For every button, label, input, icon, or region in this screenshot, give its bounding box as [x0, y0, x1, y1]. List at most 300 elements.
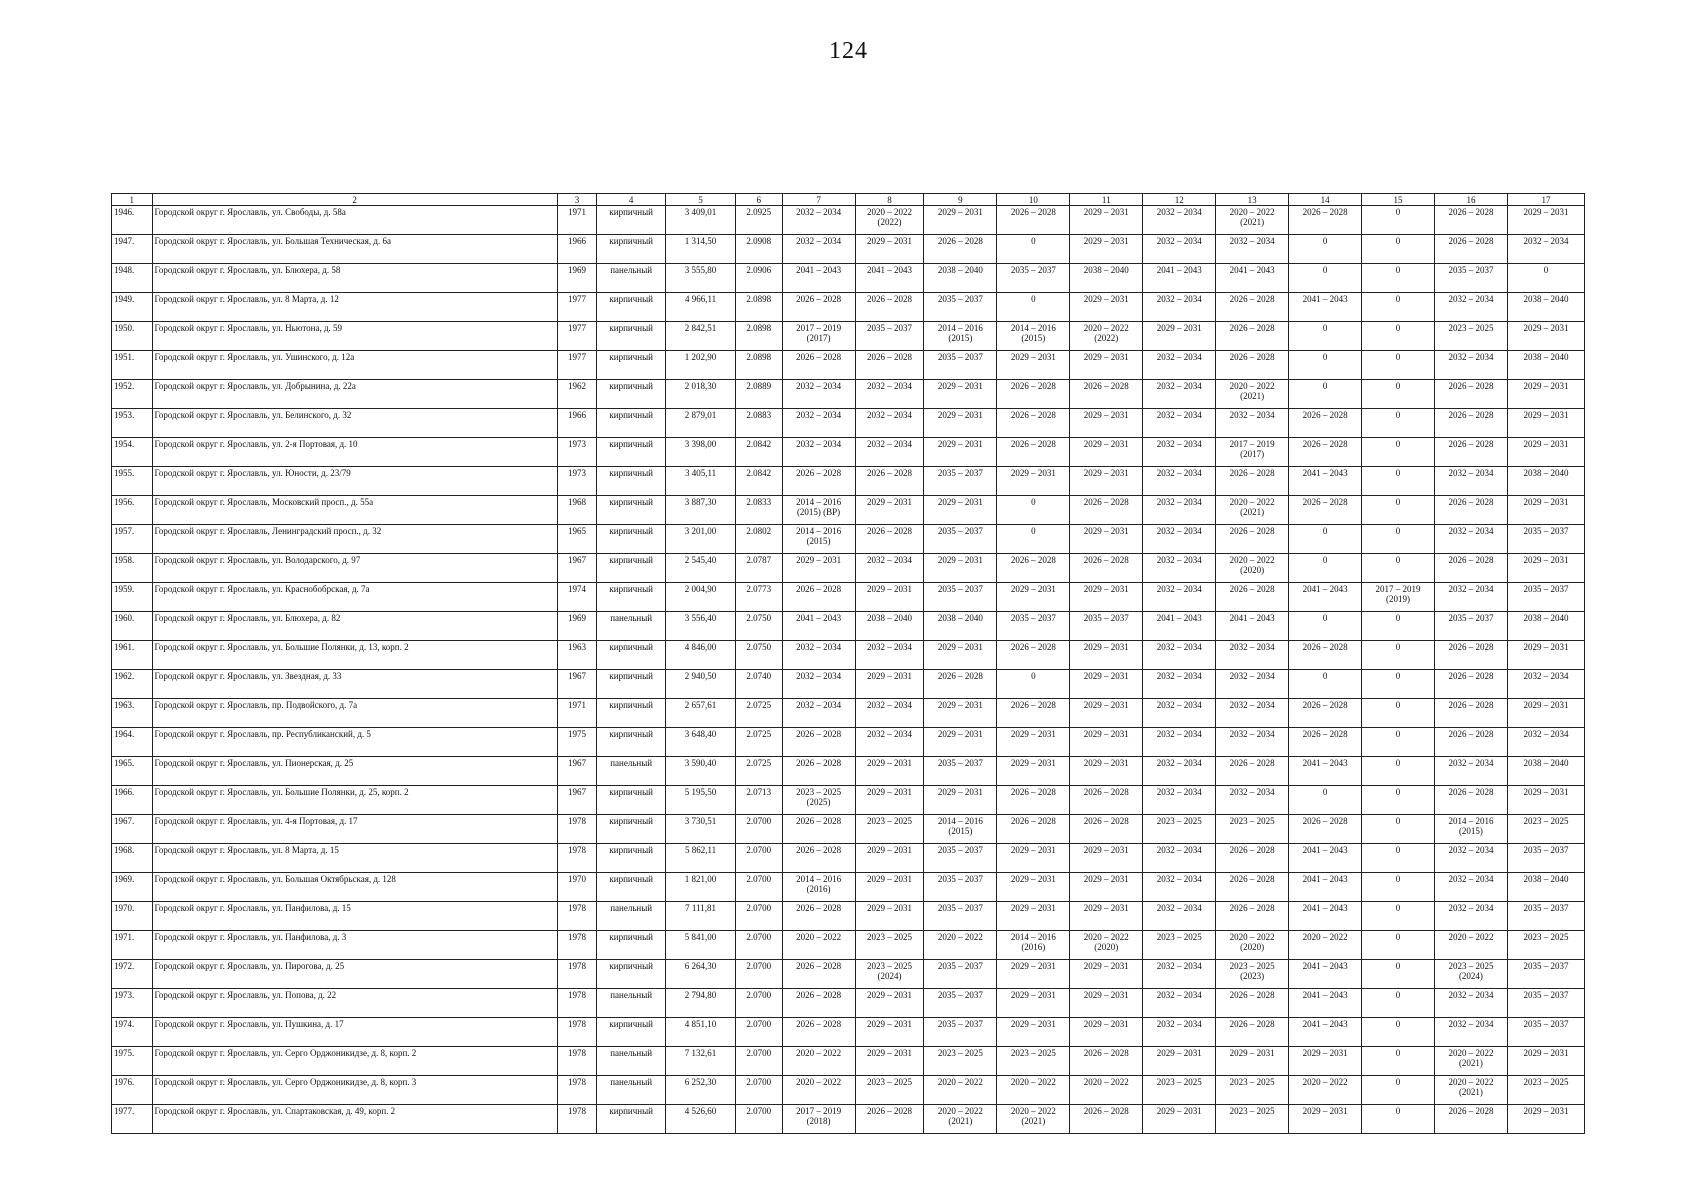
table-cell-col-12: 2032 – 2034 — [1143, 844, 1216, 873]
table-cell-col-1: 1954. — [112, 438, 153, 467]
table-cell-col-14: 0 — [1289, 525, 1362, 554]
table-cell-col-11: 2026 – 2028 — [1070, 380, 1143, 409]
table-cell-col-2: Городской округ г. Ярославль, ул. Большая Октябрьская, д. 128 — [152, 873, 557, 902]
table-cell-col-9: 2029 – 2031 — [924, 438, 997, 467]
table-cell-col-6: 2.0906 — [736, 264, 783, 293]
table-cell-col-1: 1956. — [112, 496, 153, 525]
table-row — [112, 989, 1585, 1018]
column-header-13: 13 — [1216, 194, 1289, 206]
table-cell-col-10: 2029 – 2031 — [997, 467, 1070, 496]
table-cell-col-14: 2026 – 2028 — [1289, 728, 1362, 757]
table-cell-col-11: 2029 – 2031 — [1070, 1018, 1143, 1047]
table-cell-col-9: 2026 – 2028 — [924, 235, 997, 264]
table-cell-col-5: 3 201,00 — [666, 525, 736, 554]
table-cell-col-15: 0 — [1362, 293, 1435, 322]
table-cell-col-8: 2029 – 2031 — [855, 1018, 924, 1047]
table-cell-col-7: 2026 – 2028 — [782, 583, 855, 612]
table-cell-col-12: 2032 – 2034 — [1143, 380, 1216, 409]
table-row — [112, 786, 1585, 815]
table-cell-col-4: кирпичный — [597, 728, 666, 757]
table-cell-col-7: 2041 – 2043 — [782, 612, 855, 641]
table-cell-col-1: 1950. — [112, 322, 153, 351]
table-cell-col-4: кирпичный — [597, 641, 666, 670]
table-cell-col-1: 1968. — [112, 844, 153, 873]
table-cell-col-11: 2026 – 2028 — [1070, 1047, 1143, 1076]
table-cell-col-17: 2038 – 2040 — [1507, 873, 1584, 902]
table-cell-col-3: 1962 — [557, 380, 597, 409]
table-cell-col-14: 2029 – 2031 — [1289, 1047, 1362, 1076]
table-row — [112, 322, 1585, 351]
table-cell-col-5: 3 409,01 — [666, 206, 736, 235]
table-cell-col-17: 2023 – 2025 — [1507, 1076, 1584, 1105]
column-header-6: 6 — [736, 194, 783, 206]
table-cell-col-12: 2032 – 2034 — [1143, 235, 1216, 264]
table-cell-col-12: 2032 – 2034 — [1143, 670, 1216, 699]
table-cell-col-4: кирпичный — [597, 844, 666, 873]
table-cell-col-14: 0 — [1289, 264, 1362, 293]
column-header-2: 2 — [152, 194, 557, 206]
table-cell-col-9: 2035 – 2037 — [924, 989, 997, 1018]
column-header-16: 16 — [1434, 194, 1507, 206]
table-cell-col-6: 2.0898 — [736, 322, 783, 351]
table-cell-col-16: 2032 – 2034 — [1434, 757, 1507, 786]
table-cell-col-15: 0 — [1362, 960, 1435, 989]
table-row — [112, 583, 1585, 612]
table-row — [112, 1047, 1585, 1076]
table-cell-col-16: 2035 – 2037 — [1434, 612, 1507, 641]
table-row — [112, 931, 1585, 960]
table-cell-col-14: 0 — [1289, 351, 1362, 380]
table-cell-col-17: 2038 – 2040 — [1507, 293, 1584, 322]
table-cell-col-6: 2.0700 — [736, 1076, 783, 1105]
table-cell-col-17: 2032 – 2034 — [1507, 670, 1584, 699]
table-cell-col-9: 2035 – 2037 — [924, 293, 997, 322]
table-cell-col-8: 2029 – 2031 — [855, 989, 924, 1018]
table-cell-col-13: 2023 – 2025 (2023) — [1216, 960, 1289, 989]
table-cell-col-4: кирпичный — [597, 815, 666, 844]
table-cell-col-5: 3 556,40 — [666, 612, 736, 641]
table-cell-col-13: 2020 – 2022 (2021) — [1216, 380, 1289, 409]
table-row — [112, 525, 1585, 554]
table-cell-col-7: 2032 – 2034 — [782, 641, 855, 670]
table-cell-col-14: 2020 – 2022 — [1289, 1076, 1362, 1105]
table-cell-col-17: 2029 – 2031 — [1507, 554, 1584, 583]
table-cell-col-15: 0 — [1362, 641, 1435, 670]
table-cell-col-17: 2029 – 2031 — [1507, 1047, 1584, 1076]
table-cell-col-3: 1978 — [557, 844, 597, 873]
table-cell-col-1: 1977. — [112, 1105, 153, 1134]
table-cell-col-8: 2029 – 2031 — [855, 844, 924, 873]
table-cell-col-4: кирпичный — [597, 960, 666, 989]
table-cell-col-7: 2032 – 2034 — [782, 438, 855, 467]
table-cell-col-13: 2026 – 2028 — [1216, 467, 1289, 496]
table-cell-col-8: 2029 – 2031 — [855, 786, 924, 815]
table-cell-col-11: 2029 – 2031 — [1070, 728, 1143, 757]
table-cell-col-1: 1947. — [112, 235, 153, 264]
table-cell-col-17: 2038 – 2040 — [1507, 351, 1584, 380]
table-cell-col-7: 2014 – 2016 (2016) — [782, 873, 855, 902]
table-cell-col-15: 0 — [1362, 931, 1435, 960]
table-cell-col-12: 2032 – 2034 — [1143, 496, 1216, 525]
table-cell-col-12: 2032 – 2034 — [1143, 206, 1216, 235]
table-cell-col-3: 1970 — [557, 873, 597, 902]
table-cell-col-5: 2 940,50 — [666, 670, 736, 699]
table-cell-col-1: 1972. — [112, 960, 153, 989]
table-cell-col-7: 2026 – 2028 — [782, 293, 855, 322]
table-cell-col-13: 2029 – 2031 — [1216, 1047, 1289, 1076]
column-header-9: 9 — [924, 194, 997, 206]
table-cell-col-17: 2023 – 2025 — [1507, 931, 1584, 960]
table-cell-col-14: 2026 – 2028 — [1289, 438, 1362, 467]
table-cell-col-9: 2035 – 2037 — [924, 1018, 997, 1047]
table-cell-col-1: 1976. — [112, 1076, 153, 1105]
table-cell-col-14: 0 — [1289, 235, 1362, 264]
table-cell-col-16: 2026 – 2028 — [1434, 699, 1507, 728]
table-cell-col-17: 2029 – 2031 — [1507, 322, 1584, 351]
table-cell-col-10: 2026 – 2028 — [997, 438, 1070, 467]
table-cell-col-7: 2026 – 2028 — [782, 1018, 855, 1047]
table-cell-col-3: 1963 — [557, 641, 597, 670]
table-cell-col-4: кирпичный — [597, 525, 666, 554]
table-cell-col-1: 1973. — [112, 989, 153, 1018]
table-cell-col-15: 2017 – 2019 (2019) — [1362, 583, 1435, 612]
table-cell-col-1: 1960. — [112, 612, 153, 641]
table-cell-col-12: 2032 – 2034 — [1143, 699, 1216, 728]
table-row — [112, 641, 1585, 670]
table-cell-col-14: 0 — [1289, 786, 1362, 815]
table-cell-col-8: 2029 – 2031 — [855, 757, 924, 786]
table-cell-col-8: 2029 – 2031 — [855, 583, 924, 612]
table-cell-col-6: 2.0725 — [736, 757, 783, 786]
table-cell-col-16: 2026 – 2028 — [1434, 786, 1507, 815]
table-cell-col-13: 2032 – 2034 — [1216, 235, 1289, 264]
table-cell-col-11: 2029 – 2031 — [1070, 235, 1143, 264]
table-cell-col-13: 2023 – 2025 — [1216, 1105, 1289, 1134]
table-row — [112, 670, 1585, 699]
table-cell-col-12: 2032 – 2034 — [1143, 293, 1216, 322]
table-cell-col-11: 2029 – 2031 — [1070, 409, 1143, 438]
table-cell-col-17: 2032 – 2034 — [1507, 728, 1584, 757]
table-cell-col-10: 2026 – 2028 — [997, 554, 1070, 583]
table-cell-col-6: 2.0925 — [736, 206, 783, 235]
table-cell-col-16: 2026 – 2028 — [1434, 728, 1507, 757]
table-cell-col-13: 2041 – 2043 — [1216, 264, 1289, 293]
table-cell-col-14: 2026 – 2028 — [1289, 206, 1362, 235]
table-cell-col-8: 2032 – 2034 — [855, 409, 924, 438]
table-cell-col-17: 2035 – 2037 — [1507, 844, 1584, 873]
table-cell-col-1: 1963. — [112, 699, 153, 728]
table-cell-col-9: 2014 – 2016 (2015) — [924, 815, 997, 844]
table-cell-col-1: 1958. — [112, 554, 153, 583]
table-cell-col-9: 2014 – 2016 (2015) — [924, 322, 997, 351]
table-cell-col-15: 0 — [1362, 235, 1435, 264]
table-cell-col-12: 2032 – 2034 — [1143, 873, 1216, 902]
table-row — [112, 264, 1585, 293]
table-cell-col-16: 2026 – 2028 — [1434, 641, 1507, 670]
table-cell-col-9: 2035 – 2037 — [924, 351, 997, 380]
table-cell-col-11: 2020 – 2022 (2022) — [1070, 322, 1143, 351]
table-cell-col-17: 2029 – 2031 — [1507, 699, 1584, 728]
table-cell-col-15: 0 — [1362, 815, 1435, 844]
table-cell-col-3: 1978 — [557, 1105, 597, 1134]
table-cell-col-6: 2.0842 — [736, 467, 783, 496]
table-cell-col-4: панельный — [597, 1076, 666, 1105]
table-cell-col-4: панельный — [597, 989, 666, 1018]
table-cell-col-15: 0 — [1362, 1105, 1435, 1134]
table-cell-col-5: 4 851,10 — [666, 1018, 736, 1047]
table-cell-col-2: Городской округ г. Ярославль, ул. Серго Орджоникидзе, д. 8, корп. 3 — [152, 1076, 557, 1105]
table-cell-col-17: 2038 – 2040 — [1507, 757, 1584, 786]
table-cell-col-8: 2029 – 2031 — [855, 1047, 924, 1076]
table-cell-col-11: 2038 – 2040 — [1070, 264, 1143, 293]
table-row — [112, 438, 1585, 467]
table-cell-col-5: 6 264,30 — [666, 960, 736, 989]
table-cell-col-16: 2026 – 2028 — [1434, 438, 1507, 467]
table-cell-col-1: 1971. — [112, 931, 153, 960]
table-cell-col-9: 2029 – 2031 — [924, 786, 997, 815]
table-cell-col-16: 2026 – 2028 — [1434, 670, 1507, 699]
table-cell-col-3: 1978 — [557, 1047, 597, 1076]
table-cell-col-8: 2032 – 2034 — [855, 641, 924, 670]
table-cell-col-12: 2032 – 2034 — [1143, 989, 1216, 1018]
table-cell-col-17: 2035 – 2037 — [1507, 989, 1584, 1018]
table-cell-col-7: 2032 – 2034 — [782, 670, 855, 699]
table-cell-col-15: 0 — [1362, 438, 1435, 467]
table-cell-col-17: 2029 – 2031 — [1507, 438, 1584, 467]
table-cell-col-1: 1957. — [112, 525, 153, 554]
table-cell-col-7: 2032 – 2034 — [782, 409, 855, 438]
table-cell-col-14: 0 — [1289, 554, 1362, 583]
table-cell-col-9: 2020 – 2022 (2021) — [924, 1105, 997, 1134]
table-cell-col-9: 2029 – 2031 — [924, 206, 997, 235]
table-cell-col-2: Городской округ г. Ярославль, ул. Добрынина, д. 22а — [152, 380, 557, 409]
table-cell-col-9: 2029 – 2031 — [924, 728, 997, 757]
table-cell-col-2: Городской округ г. Ярославль, ул. Спартаковская, д. 49, корп. 2 — [152, 1105, 557, 1134]
table-cell-col-12: 2032 – 2034 — [1143, 409, 1216, 438]
table-cell-col-6: 2.0883 — [736, 409, 783, 438]
table-cell-col-6: 2.0700 — [736, 873, 783, 902]
table-cell-col-8: 2032 – 2034 — [855, 728, 924, 757]
table-cell-col-13: 2020 – 2022 (2020) — [1216, 931, 1289, 960]
table-row — [112, 1105, 1585, 1134]
table-cell-col-9: 2038 – 2040 — [924, 264, 997, 293]
table-cell-col-16: 2032 – 2034 — [1434, 467, 1507, 496]
table-cell-col-8: 2038 – 2040 — [855, 612, 924, 641]
table-cell-col-14: 2041 – 2043 — [1289, 844, 1362, 873]
table-cell-col-5: 2 842,51 — [666, 322, 736, 351]
table-cell-col-8: 2023 – 2025 — [855, 931, 924, 960]
table-cell-col-10: 2029 – 2031 — [997, 960, 1070, 989]
table-cell-col-16: 2020 – 2022 — [1434, 931, 1507, 960]
table-cell-col-5: 6 252,30 — [666, 1076, 736, 1105]
table-cell-col-12: 2032 – 2034 — [1143, 351, 1216, 380]
table-cell-col-15: 0 — [1362, 786, 1435, 815]
table-cell-col-7: 2014 – 2016 (2015) — [782, 525, 855, 554]
table-cell-col-16: 2023 – 2025 (2024) — [1434, 960, 1507, 989]
table-cell-col-4: кирпичный — [597, 670, 666, 699]
table-cell-col-11: 2029 – 2031 — [1070, 960, 1143, 989]
table-cell-col-2: Городской округ г. Ярославль, ул. Белинского, д. 32 — [152, 409, 557, 438]
table-cell-col-11: 2026 – 2028 — [1070, 496, 1143, 525]
table-row — [112, 873, 1585, 902]
table-cell-col-13: 2026 – 2028 — [1216, 351, 1289, 380]
table-cell-col-5: 2 018,30 — [666, 380, 736, 409]
table-cell-col-6: 2.0740 — [736, 670, 783, 699]
table-cell-col-17: 2035 – 2037 — [1507, 902, 1584, 931]
table-row — [112, 235, 1585, 264]
table-cell-col-7: 2032 – 2034 — [782, 380, 855, 409]
table-cell-col-16: 2035 – 2037 — [1434, 264, 1507, 293]
table-cell-col-1: 1959. — [112, 583, 153, 612]
table-cell-col-7: 2026 – 2028 — [782, 351, 855, 380]
table-cell-col-2: Городской округ г. Ярославль, ул. Юности, д. 23/79 — [152, 467, 557, 496]
table-cell-col-7: 2029 – 2031 — [782, 554, 855, 583]
table-cell-col-17: 2035 – 2037 — [1507, 1018, 1584, 1047]
table-cell-col-3: 1967 — [557, 786, 597, 815]
table-cell-col-10: 0 — [997, 293, 1070, 322]
table-cell-col-7: 2014 – 2016 (2015) (ВР) — [782, 496, 855, 525]
table-cell-col-6: 2.0833 — [736, 496, 783, 525]
table-cell-col-8: 2035 – 2037 — [855, 322, 924, 351]
table-cell-col-12: 2032 – 2034 — [1143, 1018, 1216, 1047]
table-cell-col-15: 0 — [1362, 844, 1435, 873]
table-cell-col-5: 3 590,40 — [666, 757, 736, 786]
table-row — [112, 1018, 1585, 1047]
table-cell-col-13: 2032 – 2034 — [1216, 641, 1289, 670]
column-header-12: 12 — [1143, 194, 1216, 206]
table-cell-col-13: 2026 – 2028 — [1216, 525, 1289, 554]
table-cell-col-12: 2029 – 2031 — [1143, 1047, 1216, 1076]
table-cell-col-15: 0 — [1362, 264, 1435, 293]
table-cell-col-8: 2023 – 2025 — [855, 815, 924, 844]
table-cell-col-14: 2041 – 2043 — [1289, 989, 1362, 1018]
table-cell-col-3: 1978 — [557, 989, 597, 1018]
table-cell-col-5: 1 314,50 — [666, 235, 736, 264]
table-cell-col-5: 7 111,81 — [666, 902, 736, 931]
table-cell-col-11: 2029 – 2031 — [1070, 989, 1143, 1018]
table-cell-col-4: кирпичный — [597, 206, 666, 235]
column-header-10: 10 — [997, 194, 1070, 206]
table-cell-col-5: 3 730,51 — [666, 815, 736, 844]
table-cell-col-8: 2026 – 2028 — [855, 525, 924, 554]
table-row — [112, 467, 1585, 496]
table-cell-col-4: кирпичный — [597, 931, 666, 960]
table-cell-col-8: 2032 – 2034 — [855, 699, 924, 728]
table-cell-col-13: 2026 – 2028 — [1216, 873, 1289, 902]
table-cell-col-4: кирпичный — [597, 1018, 666, 1047]
table-cell-col-16: 2032 – 2034 — [1434, 293, 1507, 322]
table-cell-col-13: 2026 – 2028 — [1216, 1018, 1289, 1047]
table-cell-col-7: 2020 – 2022 — [782, 1047, 855, 1076]
table-cell-col-3: 1977 — [557, 351, 597, 380]
table-cell-col-13: 2032 – 2034 — [1216, 786, 1289, 815]
table-cell-col-1: 1975. — [112, 1047, 153, 1076]
table-cell-col-6: 2.0725 — [736, 728, 783, 757]
table-cell-col-4: панельный — [597, 264, 666, 293]
table-cell-col-17: 2029 – 2031 — [1507, 1105, 1584, 1134]
table-cell-col-6: 2.0700 — [736, 989, 783, 1018]
table-cell-col-9: 2035 – 2037 — [924, 757, 997, 786]
table-cell-col-15: 0 — [1362, 496, 1435, 525]
table-row — [112, 496, 1585, 525]
table-cell-col-14: 2041 – 2043 — [1289, 757, 1362, 786]
table-cell-col-5: 7 132,61 — [666, 1047, 736, 1076]
table-cell-col-6: 2.0802 — [736, 525, 783, 554]
table-cell-col-5: 2 794,80 — [666, 989, 736, 1018]
table-cell-col-13: 2017 – 2019 (2017) — [1216, 438, 1289, 467]
table-cell-col-4: панельный — [597, 1047, 666, 1076]
table-cell-col-11: 2029 – 2031 — [1070, 641, 1143, 670]
table-cell-col-17: 2029 – 2031 — [1507, 380, 1584, 409]
table-cell-col-7: 2032 – 2034 — [782, 235, 855, 264]
table-cell-col-7: 2032 – 2034 — [782, 699, 855, 728]
table-cell-col-7: 2041 – 2043 — [782, 264, 855, 293]
table-cell-col-16: 2032 – 2034 — [1434, 844, 1507, 873]
table-cell-col-3: 1977 — [557, 322, 597, 351]
table-cell-col-5: 1 202,90 — [666, 351, 736, 380]
table-cell-col-9: 2029 – 2031 — [924, 496, 997, 525]
table-cell-col-10: 0 — [997, 525, 1070, 554]
table-row — [112, 844, 1585, 873]
table-cell-col-2: Городской округ г. Ярославль, ул. Блюхера, д. 58 — [152, 264, 557, 293]
table-cell-col-12: 2041 – 2043 — [1143, 264, 1216, 293]
table-cell-col-14: 2041 – 2043 — [1289, 467, 1362, 496]
table-cell-col-6: 2.0700 — [736, 960, 783, 989]
table-row — [112, 409, 1585, 438]
table-cell-col-2: Городской округ г. Ярославль, ул. 4-я Портовая, д. 17 — [152, 815, 557, 844]
table-cell-col-11: 2029 – 2031 — [1070, 583, 1143, 612]
table-cell-col-2: Городской округ г. Ярославль, ул. Свободы, д. 58а — [152, 206, 557, 235]
table-cell-col-8: 2029 – 2031 — [855, 902, 924, 931]
table-cell-col-11: 2029 – 2031 — [1070, 757, 1143, 786]
table-cell-col-1: 1967. — [112, 815, 153, 844]
table-cell-col-13: 2020 – 2022 (2021) — [1216, 496, 1289, 525]
table-cell-col-1: 1964. — [112, 728, 153, 757]
table-cell-col-3: 1968 — [557, 496, 597, 525]
table-cell-col-10: 2029 – 2031 — [997, 844, 1070, 873]
table-cell-col-6: 2.0700 — [736, 844, 783, 873]
table-cell-col-14: 2026 – 2028 — [1289, 496, 1362, 525]
table-cell-col-15: 0 — [1362, 322, 1435, 351]
table-cell-col-14: 2026 – 2028 — [1289, 409, 1362, 438]
table-cell-col-16: 2023 – 2025 — [1434, 322, 1507, 351]
column-header-15: 15 — [1362, 194, 1435, 206]
table-cell-col-10: 0 — [997, 496, 1070, 525]
table-cell-col-6: 2.0700 — [736, 1105, 783, 1134]
table-cell-col-1: 1961. — [112, 641, 153, 670]
table-cell-col-13: 2026 – 2028 — [1216, 293, 1289, 322]
table-cell-col-4: кирпичный — [597, 438, 666, 467]
table-cell-col-17: 2038 – 2040 — [1507, 612, 1584, 641]
table-cell-col-3: 1978 — [557, 960, 597, 989]
table-cell-col-7: 2032 – 2034 — [782, 206, 855, 235]
table-cell-col-6: 2.0700 — [736, 1047, 783, 1076]
table-cell-col-17: 2029 – 2031 — [1507, 641, 1584, 670]
table-cell-col-17: 2035 – 2037 — [1507, 525, 1584, 554]
table-cell-col-8: 2026 – 2028 — [855, 1105, 924, 1134]
table-row — [112, 728, 1585, 757]
table-cell-col-7: 2023 – 2025 (2025) — [782, 786, 855, 815]
table-cell-col-7: 2017 – 2019 (2018) — [782, 1105, 855, 1134]
table-cell-col-2: Городской округ г. Ярославль, ул. Володарского, д. 97 — [152, 554, 557, 583]
table-cell-col-15: 0 — [1362, 206, 1435, 235]
table-cell-col-7: 2026 – 2028 — [782, 757, 855, 786]
table-cell-col-9: 2026 – 2028 — [924, 670, 997, 699]
table-cell-col-14: 2041 – 2043 — [1289, 902, 1362, 931]
table-cell-col-4: панельный — [597, 757, 666, 786]
table-cell-col-16: 2014 – 2016 (2015) — [1434, 815, 1507, 844]
table-cell-col-14: 2026 – 2028 — [1289, 641, 1362, 670]
